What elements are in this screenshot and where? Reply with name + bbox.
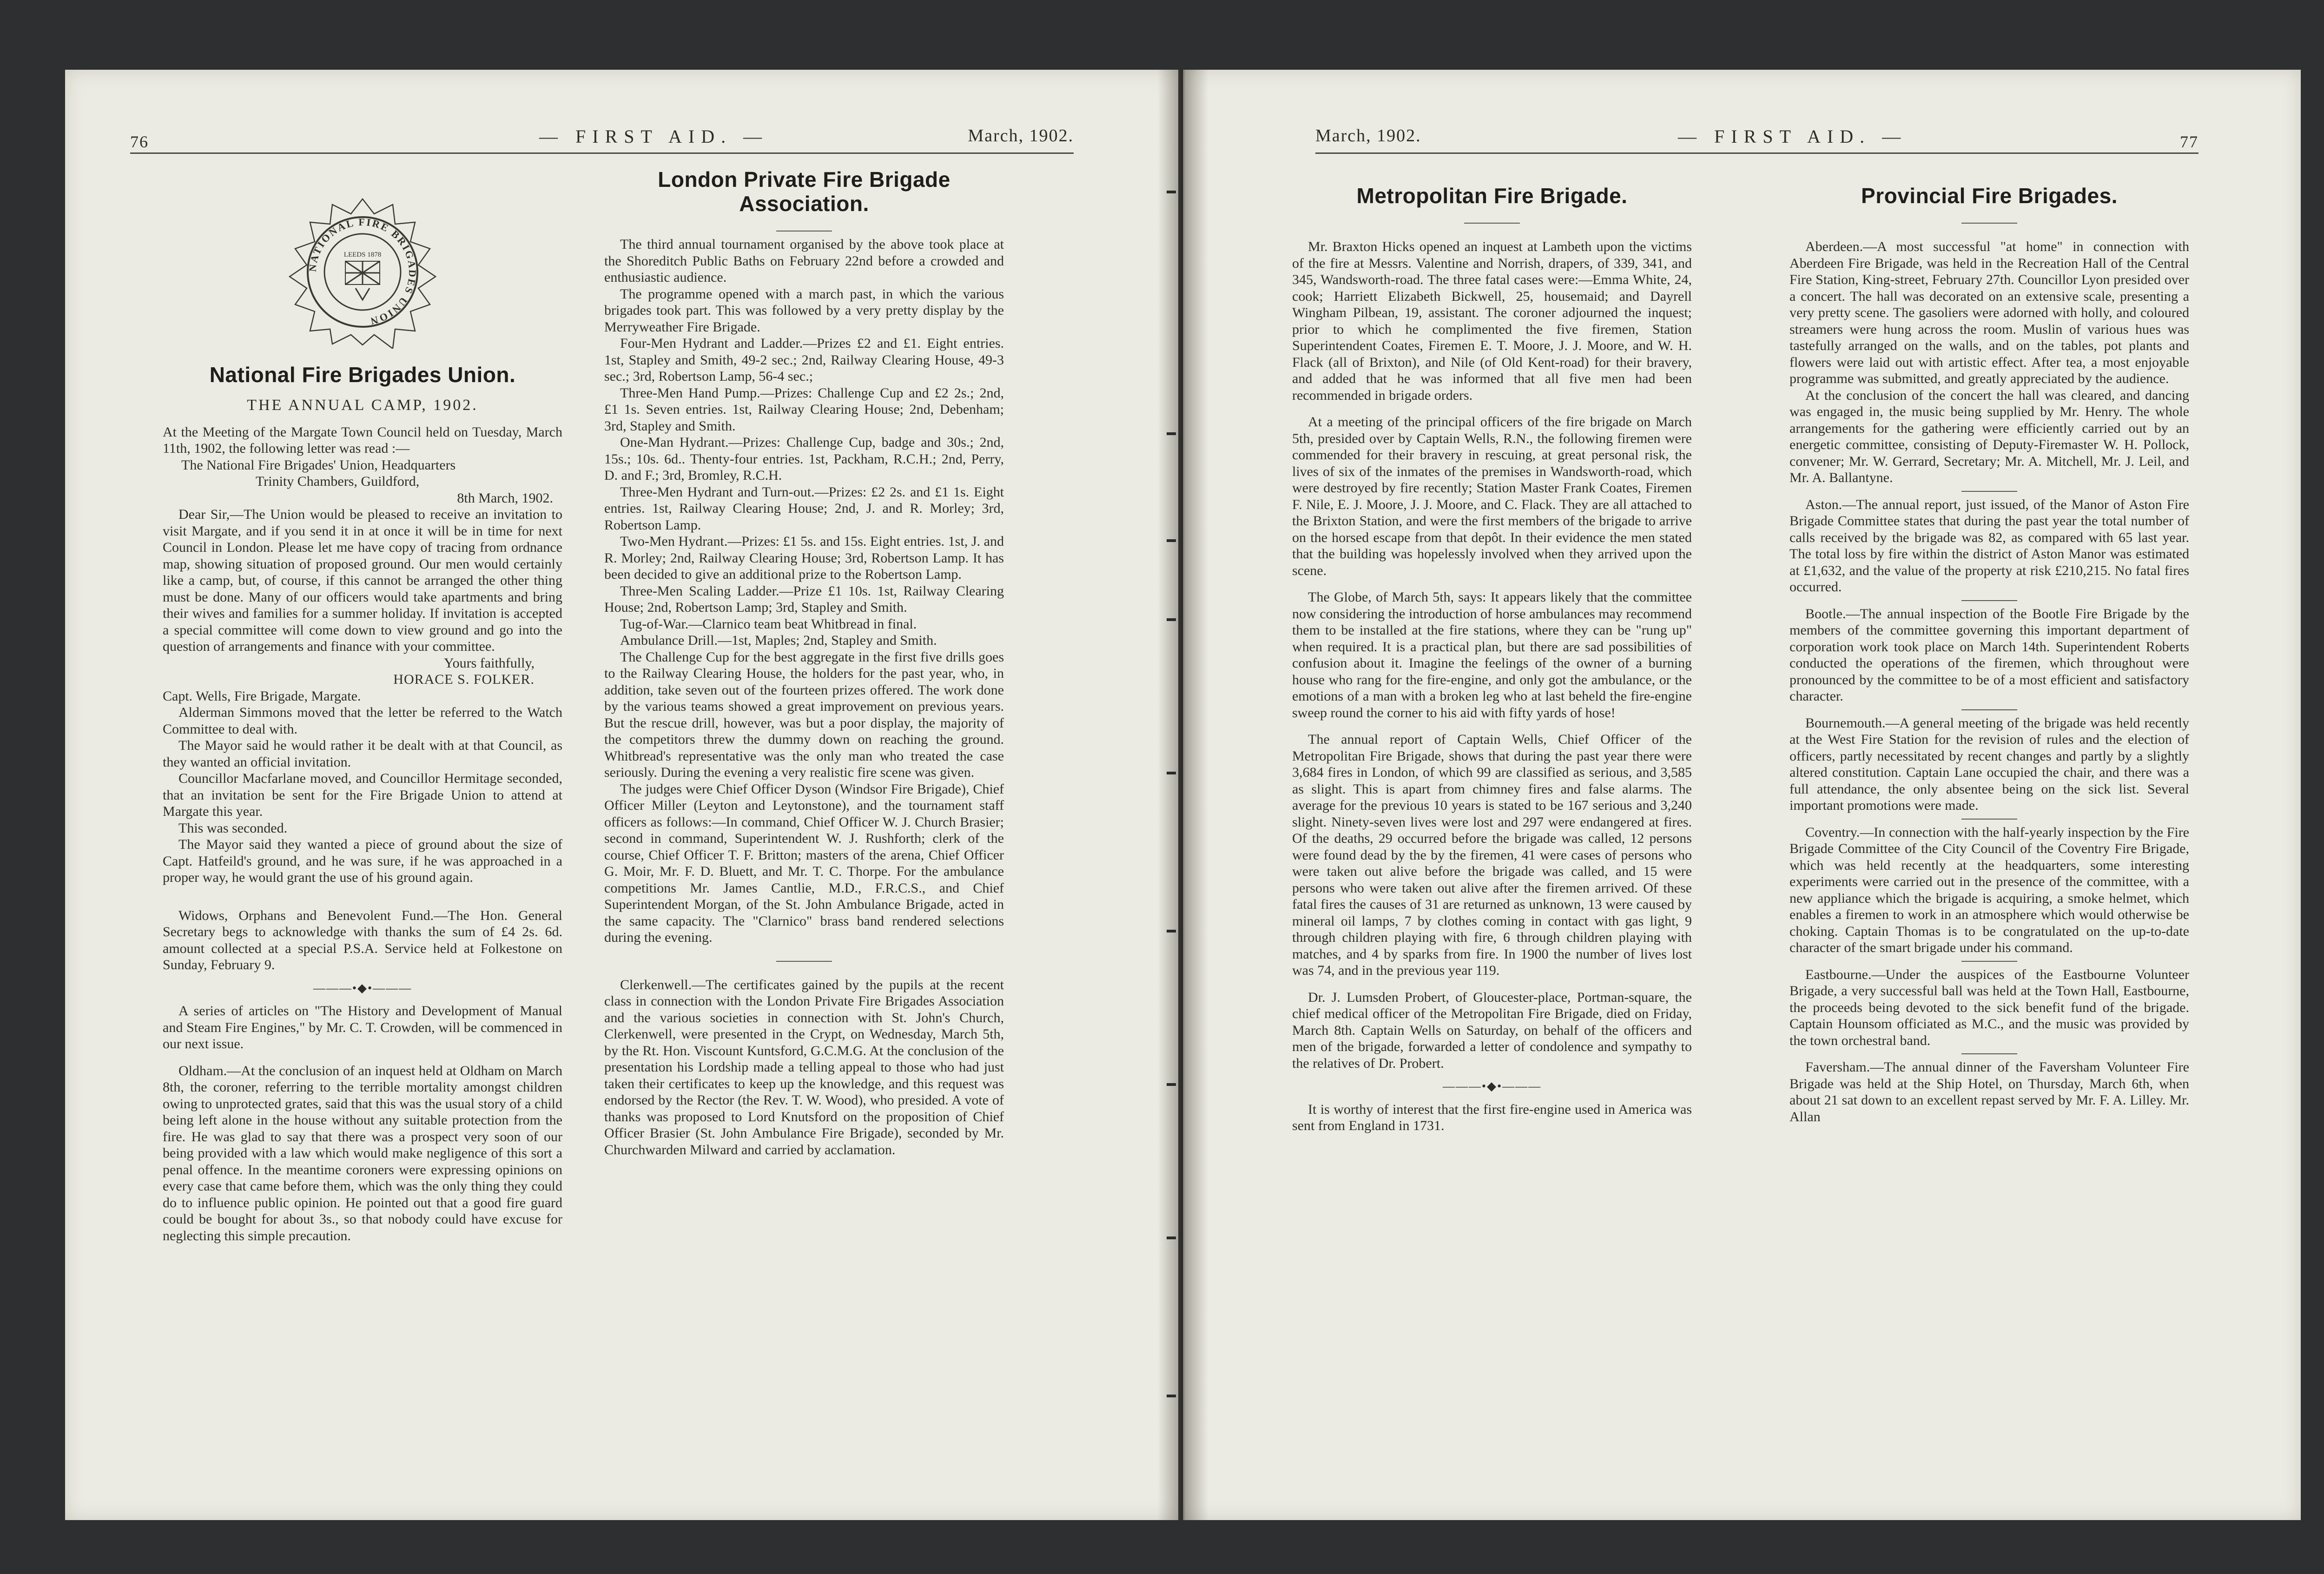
article-paragraph: The annual report of Captain Wells, Chief Officer of the Metropolitan Fire Brigade, shows that during the past year there were 3,684 fires in London, of which 99 are classified as serious, and 3,585 as slight. This is apart from chimney fires and false alarms. The average for the previous 10 years is stated to be 167 serious and 3,240 slight. Ninety-seven lives were lost and 297 were endangered at fires. Of the deaths, 29 occurred before the brigade was called, 12 persons were found dead by the by the firemen, 41 were cases of persons who were taken out alive before the brigade was called, and 15 were persons who were taken out alive after the firemen arrived. Of these fatal fires the causes of 31 are returned as unknown, 13 were caused by mineral oil lamps, 7 by clothes coming in contact with gas light, 9 through children playing with fire, 6 through children playing with matches, and 4 by sparks from fire. In 1900 the number of lives lost was 74, and in the previous year 119. bbox=[1292, 732, 1692, 978]
series-note: A series of articles on "The History and Development of Manual and Steam Fire Engines," by Mr. C. T. Crowden, will be commenced in our next issue. bbox=[163, 1003, 562, 1052]
coventry-note: Coventry.—In connection with the half-yearly inspection by the Fire Brigade Committee of the City Council of the Coventry Fire Brigade, which was held recently at the headquarters, some interesting experiments were carried out in the presence of the committee, with a new appliance which the brigade is acquiring, a smoke helmet, which enables a firemen to work in an atmosphere which would otherwise be choking. Captain Thomas is to be congratulated on the up-to-date character of the smart brigade under his command. bbox=[1789, 824, 2189, 955]
fire-brigades-union-badge-icon bbox=[286, 195, 439, 349]
article-paragraph: At the Meeting of the Margate Town Council held on Tuesday, March 11th, 1902, the following letter was read :— bbox=[163, 424, 562, 456]
section-rule bbox=[1464, 223, 1520, 224]
running-head: — FIRST AID. — bbox=[1678, 126, 1908, 147]
section-divider: ———•◆•——— bbox=[1442, 1079, 1542, 1093]
section-rule bbox=[1961, 223, 2017, 224]
aberdeen-note-continued: At the conclusion of the concert the hall was cleared, and dancing was engaged in, the music being supplied by Mr. Henry. The whole arrangements for the gathering were efficiently carried out by an energetic committee, consisting of Deputy-Firemaster W. H. Pollock, convener; Mr. W. Gerrard, Secretary; Mr. A. Mitchell, Mr. J. Leil, and Mr. A. Ballantyne. bbox=[1789, 387, 2189, 485]
aston-note: Aston.—The annual report, just issued, of the Manor of Aston Fire Brigade Committee states that during the past year the total number of calls received by the brigade was 82, as compared with 65 last year. The total loss by fire within the district of Aston Manor was estimated at £1,632, and the value of the property at risk £210,215. No fatal fires occurred. bbox=[1789, 496, 2189, 595]
ruler-tick bbox=[1167, 191, 1176, 193]
article-paragraph: The Globe, of March 5th, says: It appears likely that the committee now considering the introduction of horse ambulances may recommend them to be installed at the fire stations, where they can be "rung up" when required. It is a practical plan, but there are sad possibilities of confusion about it. Imagine the feelings of the owner of a burning house who rang for the fire-engine, and only got the ambulance, or the emotions of a man with a broken leg who at last beheld the fire-engine sweep round the corner to his aid with fifty yards of hose! bbox=[1292, 589, 1692, 721]
header-rule bbox=[130, 152, 1074, 154]
bootle-note: Bootle.—The annual inspection of the Bootle Fire Brigade by the members of the committee governing this important department of corporation work took place on March 14th. Superintendent Roberts conducted the operations of the firemen, which throughout were pronounced by the committee to be of a most efficient and satisfactory character. bbox=[1789, 606, 2189, 704]
benevolent-fund-note: Widows, Orphans and Benevolent Fund.—The Hon. General Secretary begs to acknowledge with thanks the sum of £4 2s. 6d. amount collected at a special P.S.A. Service held at Folkestone on Sunday, February 9. bbox=[163, 907, 562, 972]
ruler-tick bbox=[1167, 618, 1176, 621]
letter-date: 8th March, 1902. bbox=[457, 490, 553, 506]
nfbu-title: National Fire Brigades Union. bbox=[209, 363, 516, 387]
section-rule bbox=[776, 961, 832, 962]
binding-ruler bbox=[1162, 98, 1181, 1515]
mfb-title: Metropolitan Fire Brigade. bbox=[1356, 184, 1628, 208]
clerkenwell-note: Clerkenwell.—The certificates gained by the pupils at the recent class in connection with the London Private Fire Brigades Association and the various societies in connection with St. John's Church, Clerkenwell, were presented in the Crypt, on Wednesday, March 5th, by the Rt. Hon. Viscount Kuntsford, G.C.M.G. At the conclusion of the presentation his Lordship made a telling appeal to those who had just taken their certificates to keep up the knowledge, and this request was endorsed by the Rector (the Rev. T. W. Wood), who presided. A vote of thanks was proposed to Lord Knutsford on the proposition of Chief Officer Brasier (St. John Ambulance Fire Brigade), seconded by Mr. Churchwarden Milward and carried by acclamation. bbox=[604, 977, 1004, 1157]
section-rule bbox=[1961, 819, 2017, 820]
letter-address: Trinity Chambers, Guildford, bbox=[256, 474, 420, 489]
ruler-tick bbox=[1167, 539, 1176, 542]
ruler-tick bbox=[1167, 1237, 1176, 1239]
section-divider: ———•◆•——— bbox=[313, 981, 412, 995]
article-paragraph: The Mayor said they wanted a piece of ground about the size of Capt. Hatfeild's ground, and he was sure, if he was approached in a proper way, he would grant the use of his ground again. bbox=[163, 837, 562, 885]
aberdeen-note: Aberdeen.—A most successful "at home" in connection with Aberdeen Fire Brigade, was held in the Recreation Hall of the Central Fire Station, King-street, February 27th. Councillor Lyon presided over a concert. The hall was decorated on an extensive scale, presenting a very pretty scene. The gasoliers were adorned with holly, and coloured streamers were hung across the room. Muslin of various hues was tastefully arranged on the walls, and on the tables, pot plants and flowers were laid out with artistic effect. After tea, a most enjoyable programme was submitted, and greatly appreciated by the audience. bbox=[1789, 239, 2189, 386]
header-rule bbox=[1315, 152, 2199, 154]
section-rule bbox=[1961, 491, 2017, 492]
event-result: Two-Men Hydrant.—Prizes: £1 5s. and 15s. Eight entries. 1st, J. and R. Morley; 2nd, Railway Clearing House; 3rd, Robertson Lamp. It has been decided to give an additional prize to the Robertson Lamp. bbox=[604, 534, 1004, 582]
letter-closing: Yours faithfully, bbox=[443, 655, 535, 671]
event-result: Three-Men Hand Pump.—Prizes: Challenge Cup and £2 2s.; 2nd, £1 1s. Seven entries. 1st, Railway Clearing House; 2nd, Debenham; 3rd, Stapley and Smith. bbox=[604, 385, 1004, 434]
ruler-tick bbox=[1167, 432, 1176, 435]
oldham-note: Oldham.—At the conclusion of an inquest held at Oldham on March 8th, the coroner, referring to the terrible mortality amongst children owing to unprotected grates, said that this was the usual story of a child being left alone in the house without any suitable protection from the fire. He was glad to say that there was a prospect very soon of our being provided with a law which would make negligence of this sort a penal offence. In the meantime coroners were expressing opinions on every case that came before them, which was the only thing they could do to influence public opinion. He pointed out that a good fire guard could be bought for about 3s., so that nobody could have excuse for neglecting this simple precaution. bbox=[163, 1063, 562, 1243]
badge-motto: NATIONAL FIRE BRIGADES UNION bbox=[306, 216, 419, 328]
article-paragraph: At a meeting of the principal officers of the fire brigade on March 5th, presided over by Captain Wells, R.N., the following firemen were commended for their bravery in rescuing, at great personal risk, the lives of six of the inmates of the premises in Wandsworth-road, which were destroyed by fire recently; Station Master Frank Coates, Firemen F. Nile, E. J. Moore, J. J. Moore, and C. Flack. They are all attached to the Brixton Station, and were the first members of the brigade to arrive on the horsed escape from that depôt. In their evidence the men stated that the building was hopelessly involved when they arrived upon the scene. bbox=[1292, 414, 1692, 578]
article-paragraph: Alderman Simmons moved that the letter be referred to the Watch Committee to deal with. bbox=[163, 705, 562, 737]
ruler-tick bbox=[1167, 930, 1176, 932]
page-number: 76 bbox=[130, 132, 149, 151]
article-paragraph: The Challenge Cup for the best aggregate in the first five drills goes to the Railway Clearing House, the holders for the past year, who, in addition, take seven out of the fourteen prizes offered. The work done by the various teams showed a great improvement on previous years. But the rescue drill, however, was but a poor display, the majority of the competitors threw the dummy down on reaching the ground. Whitbread's representative was the only man who treated the case seriously. During the evening a very realistic fire scene was given. bbox=[604, 649, 1004, 780]
article-paragraph: This was seconded. bbox=[178, 820, 288, 836]
section-rule bbox=[1961, 600, 2017, 601]
event-result: Ambulance Drill.—1st, Maples; 2nd, Stapley and Smith. bbox=[620, 633, 937, 648]
section-rule bbox=[1961, 1053, 2017, 1054]
article-paragraph: The Mayor said he would rather it be dealt with at that Council, as they wanted an official invitation. bbox=[163, 738, 562, 770]
running-head: — FIRST AID. — bbox=[539, 126, 769, 147]
article-paragraph: Councillor Macfarlane moved, and Councillor Hermitage seconded, that an invitation be sent for the Fire Brigade Union to attend at Margate this year. bbox=[163, 771, 562, 819]
lpfba-title-line-2: Association. bbox=[739, 192, 869, 216]
letter-addressee: Capt. Wells, Fire Brigade, Margate. bbox=[163, 688, 361, 704]
lpfba-title-line-1: London Private Fire Brigade bbox=[658, 167, 951, 192]
nfbu-subtitle: THE ANNUAL CAMP, 1902. bbox=[247, 397, 478, 414]
badge-center-text: LEEDS 1878 bbox=[343, 251, 382, 258]
issue-date: March, 1902. bbox=[968, 126, 1074, 145]
closing-note: It is worthy of interest that the first fire-engine used in America was sent from England in 1731. bbox=[1292, 1101, 1692, 1133]
section-rule bbox=[1961, 961, 2017, 962]
faversham-note: Faversham.—The annual dinner of the Faversham Volunteer Fire Brigade was held at the Ship Hotel, on Thursday, March 6th, when about 21 sat down to an excellent repast served by Mr. F. A. Lilley. Mr. Allan bbox=[1789, 1059, 2189, 1124]
ruler-tick bbox=[1167, 1083, 1176, 1086]
right-column-1 bbox=[1292, 184, 1692, 1134]
eastbourne-note: Eastbourne.—Under the auspices of the Eastbourne Volunteer Brigade, a very successful ball was held at the Town Hall, Eastbourne, the proceeds being devoted to the sick benefit fund of the brigade. Captain Hounsom officiated as M.C., and the music was provided by the town orchestral band. bbox=[1789, 966, 2189, 1048]
event-result: One-Man Hydrant.—Prizes: Challenge Cup, badge and 30s.; 2nd, 15s.; 10s. 6d.. Thenty-four entries. 1st, Packham, R.C.H.; 2nd, Perry, D. and F.; 3rd, Bromley, R.C.H. bbox=[604, 435, 1004, 483]
article-paragraph: Dr. J. Lumsden Probert, of Gloucester-place, Portman-square, the chief medical officer of the Metropolitan Fire Brigade, died on Friday, March 8th. Captain Wells on Saturday, on behalf of the officers and men of the brigade, forwarded a letter of condolence and sympathy to the relatives of Dr. Probert. bbox=[1292, 989, 1692, 1071]
left-page-header bbox=[130, 126, 1074, 153]
event-result: Four-Men Hydrant and Ladder.—Prizes £2 and £1. Eight entries. 1st, Stapley and Smith, 49-2 sec.; 2nd, Railway Clearing House, 49-3 sec.; 3rd, Robertson Lamp, 56-4 sec.; bbox=[604, 336, 1004, 384]
letter-body: Dear Sir,—The Union would be pleased to receive an invitation to visit Margate, and if you send it in at once it will be in time for next Council in London. Please let me have copy of tracing from ordnance map, showing situation of proposed ground. Our men would certainly like a camp, but, of course, if this cannot be arranged the other thing must be done. Many of our officers would take apartments and bring their wives and families for a summer holiday. If invitation is accepted a special committee will come down to view ground and go into the question of arrangements and finance with your committee. bbox=[163, 507, 562, 654]
event-result: Three-Men Hydrant and Turn-out.—Prizes: £2 2s. and £1 1s. Eight entries. 1st, Railway Clearing House; 2nd, J. and R. Morley; 3rd, Robertson Lamp. bbox=[604, 484, 1004, 533]
article-paragraph: Mr. Braxton Hicks opened an inquest at Lambeth upon the victims of the fire at Messrs. Valentine and Norrish, drapers, of 339, 341, and 345, Wandsworth-road. The three fatal cases were:—Emma White, 24, cook; Harriett Elizabeth Bickwell, 25, housemaid; and Dayrell Wingham Pilbean, 19, assistant. The coroner adjourned the inquest; prior to which he complimented the five firemen, Station Superintendent Coates, Firemen E. T. Moore, J. J. Moore, and W. H. Flack (all of Brixton), and Nile (of Old Kent-road) for their bravery, and added that he was informed that all five men had been recommended in brigade orders. bbox=[1292, 239, 1692, 403]
issue-date: March, 1902. bbox=[1315, 126, 1421, 145]
article-paragraph: The third annual tournament organised by the above took place at the Shoreditch Public Baths on February 22nd before a crowded and enthusiastic audience. bbox=[604, 237, 1004, 285]
pfb-title: Provincial Fire Brigades. bbox=[1861, 184, 2118, 208]
article-paragraph: The programme opened with a march past, in which the various brigades took part. This was followed by a very pretty display by the Merryweather Fire Brigade. bbox=[604, 286, 1004, 335]
section-rule bbox=[1961, 709, 2017, 710]
left-column-2 bbox=[604, 167, 1004, 1158]
event-result: Three-Men Scaling Ladder.—Prize £1 10s. 1st, Railway Clearing House; 2nd, Robertson Lamp; 3rd, Stapley and Smith. bbox=[604, 583, 1004, 615]
bournemouth-note: Bournemouth.—A general meeting of the brigade was held recently at the West Fire Station for the revision of rules and the election of officers, partly necessitated by recent changes and partly by a slightly altered constitution. Captain Lane occupied the chair, and there was a full attendance, the only absentee being on the sick list. Several important promotions were made. bbox=[1789, 715, 2189, 813]
letter-signature: HORACE S. FOLKER. bbox=[393, 672, 535, 687]
right-column-2 bbox=[1789, 184, 2189, 1125]
page-number: 77 bbox=[2180, 132, 2199, 151]
ruler-tick bbox=[1167, 1395, 1176, 1397]
right-page-header bbox=[1315, 126, 2199, 153]
letter-header: The National Fire Brigades' Union, Headquarters bbox=[181, 457, 456, 473]
article-paragraph: The judges were Chief Officer Dyson (Windsor Fire Brigade), Chief Officer Miller (Leyton and Leytonstone), and the tournament staff officers as follows:—In command, Chief Officer W. J. Church Brasier; second in command, Superintendent W. J. Rushforth; clerk of the course, Chief Officer T. F. Britton; masters of the arena, Chief Officer G. Moir, Mr. F. D. Bluett, and Mr. T. C. Thorpe. For the ambulance competitions Mr. James Cantlie, M.D., F.R.C.S., and Chief Superintendent Morgan, of the St. John Ambulance Brigade, acted in the same capacity. The "Clarnico" brass band rendered selections during the evening. bbox=[604, 781, 1004, 945]
left-column-1 bbox=[163, 195, 562, 1244]
event-result: Tug-of-War.—Clarnico team beat Whitbread in final. bbox=[620, 616, 917, 632]
ruler-tick bbox=[1167, 772, 1176, 774]
